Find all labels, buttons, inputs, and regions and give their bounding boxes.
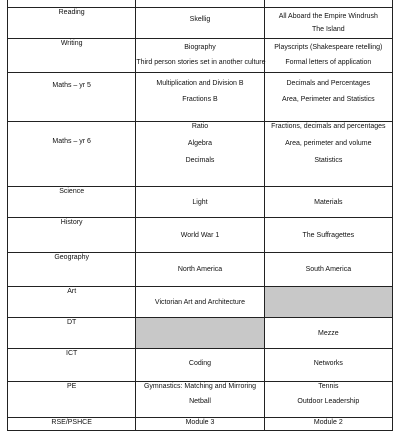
term1-cell (136, 382, 264, 418)
topic-text: The Suffragettes (302, 231, 355, 239)
subject-cell (8, 287, 136, 318)
subject-cell (8, 8, 136, 39)
term1-cell (136, 8, 264, 39)
term1-cell (136, 0, 264, 8)
topic-text: Multiplication and Division B (156, 80, 244, 87)
topic-text: Third person stories set in another culture (136, 59, 266, 66)
term2-cell (264, 187, 392, 218)
subject-cell (8, 39, 136, 73)
term1-cell (136, 253, 264, 287)
topic-text: Outdoor Leadership (297, 398, 360, 405)
topic-text: Algebra (187, 140, 213, 147)
topic-text: Fractions, decimals and percentages (271, 123, 386, 130)
term2-cell (264, 253, 392, 287)
term2-cell (264, 218, 392, 253)
topic-text: Area, Perimeter and Statistics (282, 96, 375, 103)
topic-text: Fractions B (182, 96, 218, 103)
table-row-science (8, 187, 393, 218)
term2-cell (264, 73, 392, 122)
subject-cell (8, 122, 136, 187)
term2-cell (264, 0, 392, 8)
subject-cell (8, 318, 136, 349)
subject-label: PE (66, 383, 77, 390)
subject-label: Maths – yr 6 (52, 138, 91, 145)
term2-cell-empty (264, 287, 392, 318)
table-row-pe (8, 382, 393, 418)
topic-text: Biography (184, 44, 216, 51)
term2-cell (264, 8, 392, 39)
table-row-maths-yr5 (8, 73, 393, 122)
topic-text: Module 2 (313, 419, 343, 426)
curriculum-table (7, 0, 393, 431)
term2-cell (264, 39, 392, 73)
term2-cell (264, 418, 392, 431)
term1-cell (136, 39, 264, 73)
subject-cell (8, 218, 136, 253)
topic-text: Ratio (191, 123, 209, 130)
subject-label: Art (67, 288, 77, 295)
subject-label: DT (66, 319, 77, 326)
topic-text: Materials (314, 198, 343, 206)
table-row-reading (8, 8, 393, 39)
subject-label: Science (59, 188, 85, 195)
table-row-cutoff (8, 0, 393, 8)
term2-cell (264, 382, 392, 418)
table-row-writing (8, 39, 393, 73)
topic-text: Formal letters of application (285, 59, 372, 66)
subject-label: History (60, 219, 83, 226)
subject-label: ICT (66, 350, 78, 357)
topic-text: Playscripts (Shakespeare retelling) (274, 44, 383, 51)
subject-cell (8, 418, 136, 431)
term2-cell (264, 318, 392, 349)
topic-text: Decimals (185, 157, 215, 164)
topic-text: World War 1 (180, 231, 220, 239)
topic-text: Netball (189, 398, 211, 405)
subject-label: Writing (60, 40, 83, 47)
subject-cell (8, 187, 136, 218)
term1-cell-empty (136, 318, 264, 349)
topic-text: Statistics (314, 157, 343, 164)
subject-cell (8, 0, 136, 8)
term1-cell (136, 218, 264, 253)
topic-text: The Island (311, 26, 345, 33)
topic-text: Light (192, 198, 208, 206)
table-row-geography (8, 253, 393, 287)
subject-label: Reading (58, 9, 85, 16)
subject-label: Maths – yr 5 (52, 82, 91, 89)
topic-text: Skellig (189, 16, 211, 23)
table-row-history (8, 218, 393, 253)
subject-label: Geography (54, 254, 89, 261)
subject-cell (8, 253, 136, 287)
subject-cell (8, 349, 136, 382)
topic-text: Decimals and Percentages (286, 80, 371, 87)
topic-text: North America (177, 266, 223, 273)
term1-cell (136, 122, 264, 187)
topic-text: Networks (313, 360, 343, 367)
topic-text: Module 3 (185, 419, 215, 426)
topic-text: Tennis (318, 383, 339, 390)
term1-cell (136, 187, 264, 218)
term1-cell (136, 73, 264, 122)
subject-label: RSE/PSHCE (51, 419, 92, 426)
topic-text: Mezze (318, 329, 339, 337)
table-row-rse-pshce (8, 418, 393, 431)
topic-text: Gymnastics: Matching and Mirroring (143, 383, 257, 390)
topic-text: South America (305, 266, 352, 273)
topic-text: Coding (188, 360, 212, 367)
term1-cell (136, 418, 264, 431)
subject-cell (8, 382, 136, 418)
term2-cell (264, 349, 392, 382)
term2-cell (264, 122, 392, 187)
term1-cell (136, 287, 264, 318)
table-row-dt (8, 318, 393, 349)
subject-cell (8, 73, 136, 122)
topic-text: All Aboard the Empire Windrush (278, 13, 378, 20)
table-row-maths-yr6 (8, 122, 393, 187)
term1-cell (136, 349, 264, 382)
topic-text: Area, perimeter and volume (285, 140, 372, 147)
topic-text: Victorian Art and Architecture (154, 298, 246, 306)
table-row-ict (8, 349, 393, 382)
table-row-art (8, 287, 393, 318)
